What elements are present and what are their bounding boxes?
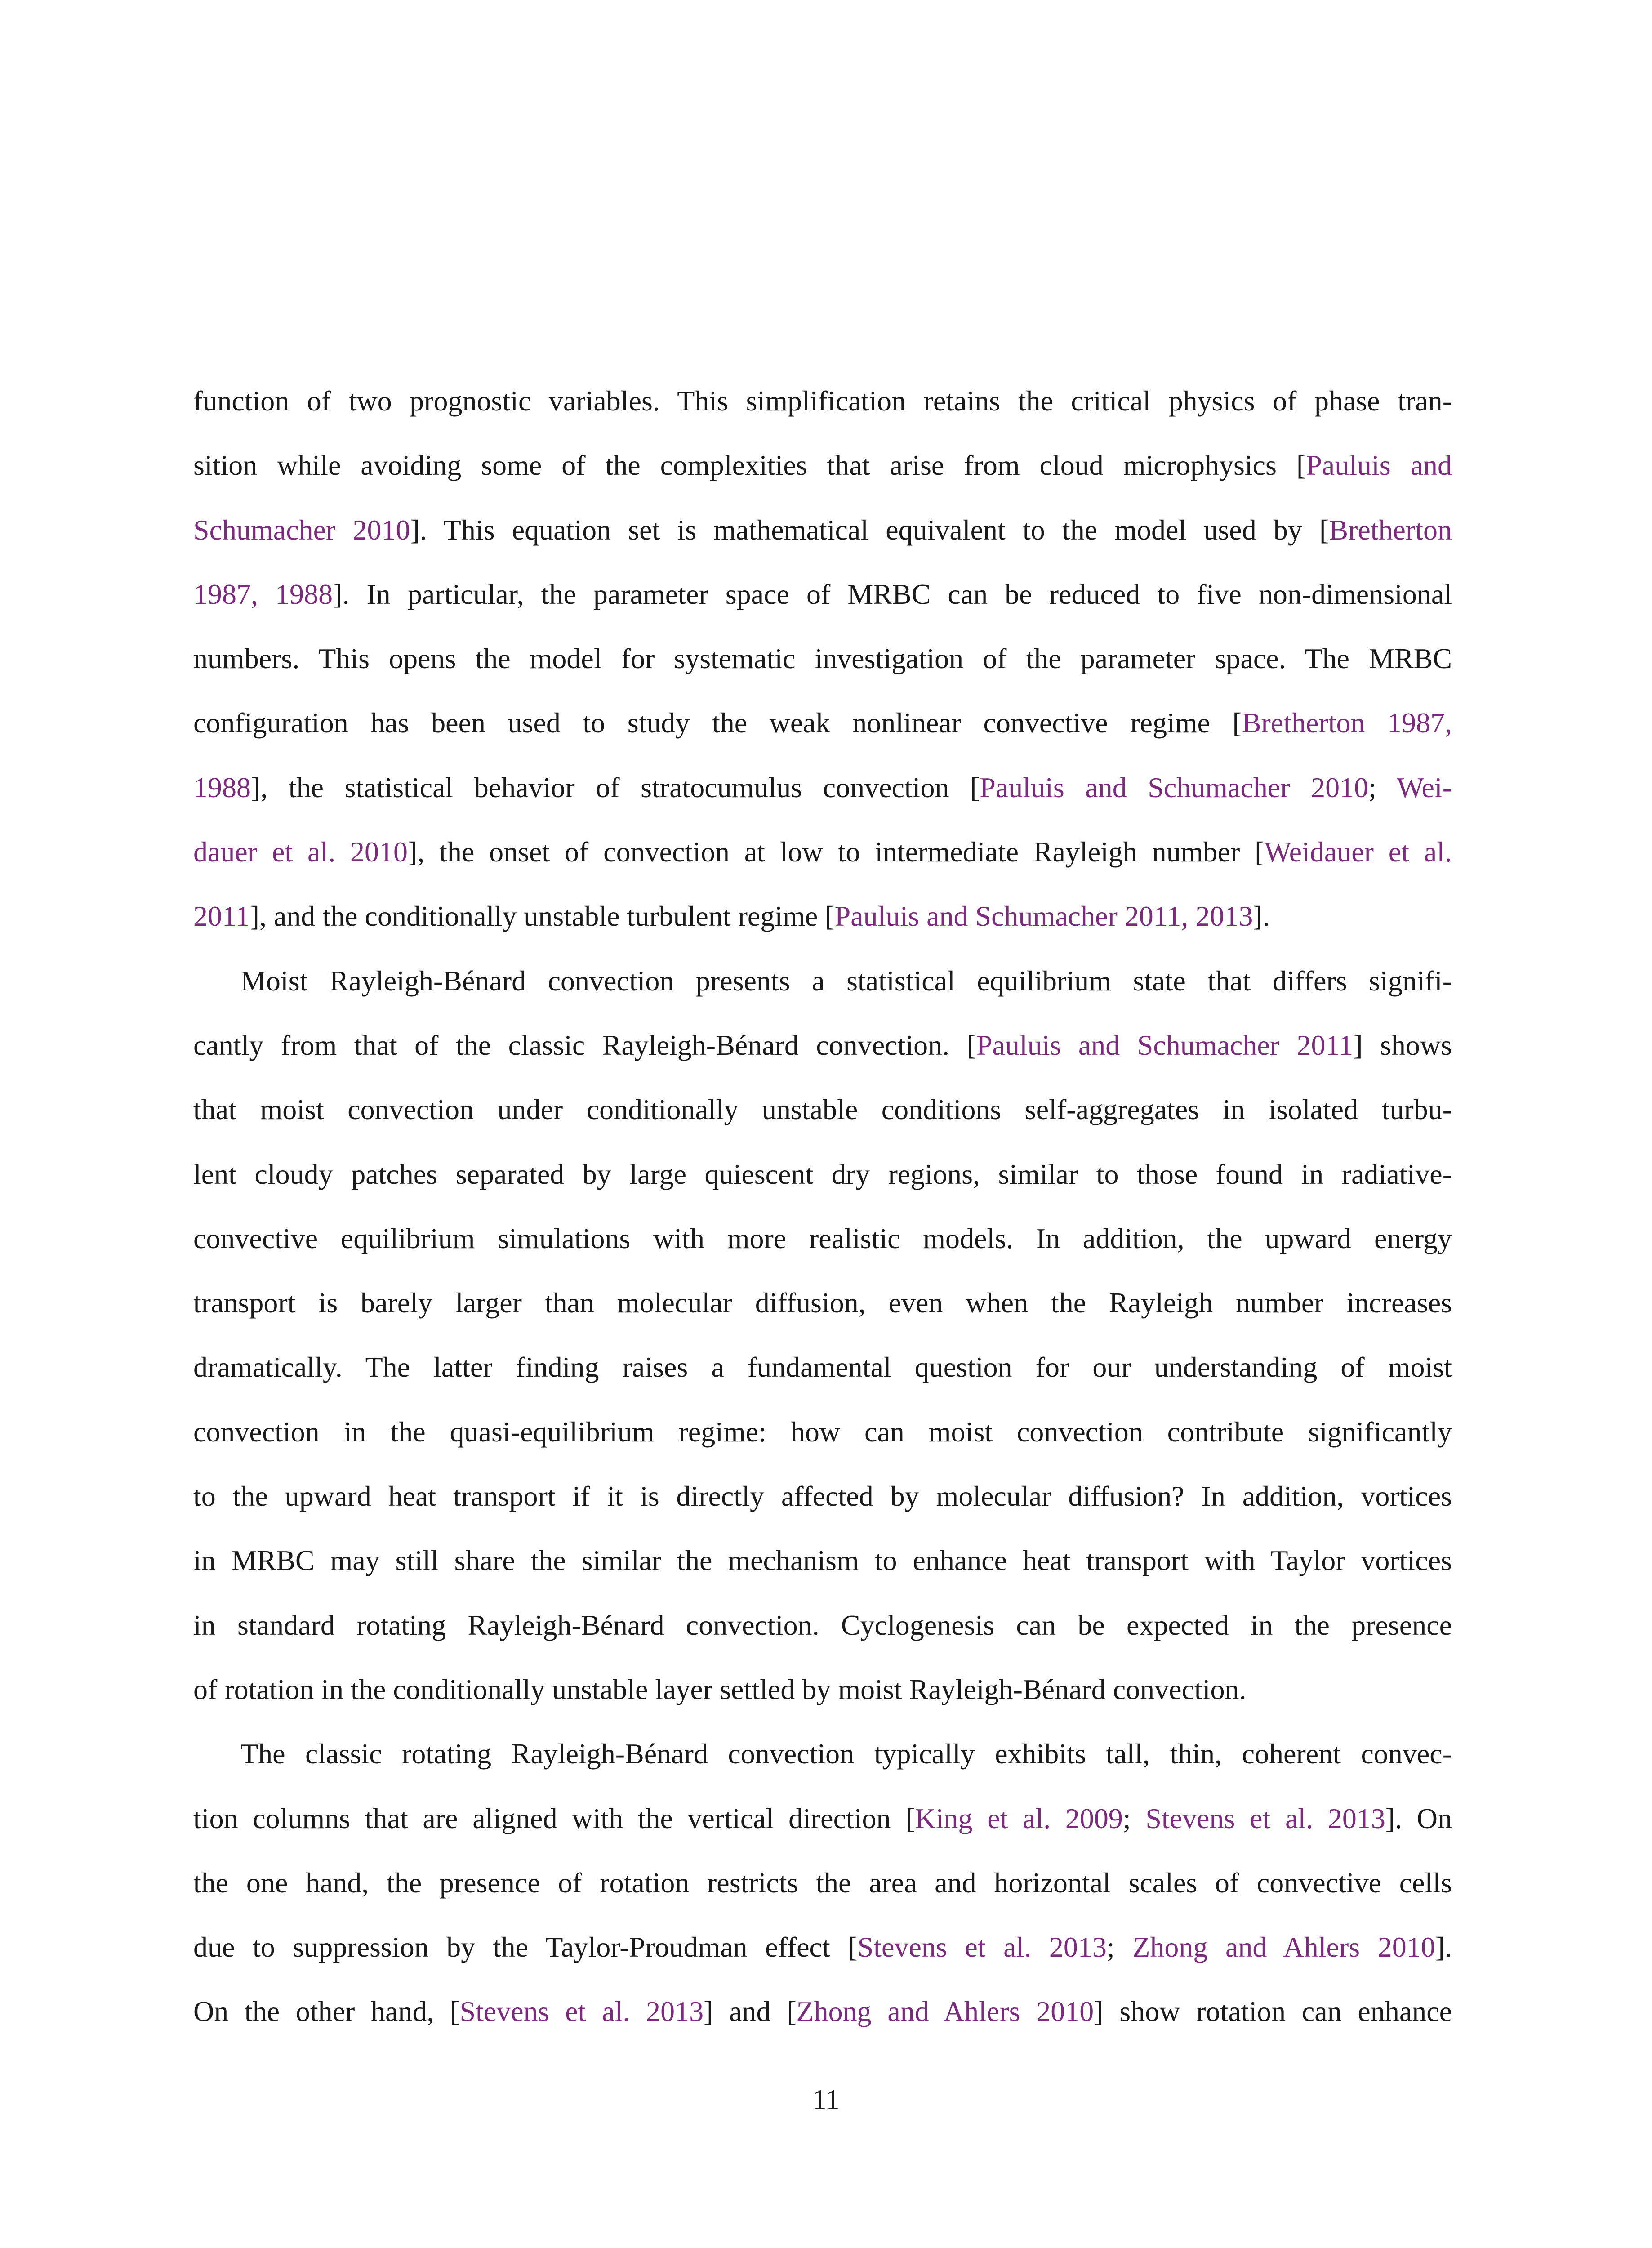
text-line: convection in the quasi-equilibrium regime: how can moist convection contribute significantly [193,1415,1452,1448]
citation-link[interactable]: 2011 [193,900,250,932]
text-line: in standard rotating Rayleigh-Bénard convection. Cyclogenesis can be expected in the presence [193,1609,1452,1641]
text-line: to the upward heat transport if it is directly affected by molecular diffusion? In addition, vortices [193,1480,1452,1512]
text-line: lent cloudy patches separated by large quiescent dry regions, similar to those found in radiative- [193,1158,1452,1190]
text-line: Schumacher 2010]. This equation set is mathematical equivalent to the model used by [Bretherton [193,513,1452,546]
text-line: On the other hand, [Stevens et al. 2013] and [Zhong and Ahlers 2010] show rotation can enhance [193,1995,1452,2028]
citation-link[interactable]: Zhong and Ahlers 2010 [1132,1931,1435,1963]
text-line: 1987, 1988]. In particular, the parameter space of MRBC can be reduced to five non-dimensional [193,578,1452,610]
citation-link[interactable]: Pauluis and Schumacher 2011, 2013 [834,900,1253,932]
citation-link[interactable]: Wei- [1397,771,1452,803]
text-line: that moist convection under conditionally unstable conditions self-aggregates in isolated turbu- [193,1093,1452,1126]
citation-link[interactable]: King et al. 2009 [915,1802,1123,1834]
text-line: The classic rotating Rayleigh-Bénard convection typically exhibits tall, thin, coherent convec- [240,1738,1452,1770]
body-text [193,369,1452,2044]
citation-link[interactable]: Pauluis and Schumacher 2010 [980,771,1369,803]
text-line: cantly from that of the classic Rayleigh-Bénard convection. [Pauluis and Schumacher 2011] shows [193,1029,1452,1061]
text-line: sition while avoiding some of the complexities that arise from cloud microphysics [Pauluis and [193,449,1452,482]
text-line: configuration has been used to study the weak nonlinear convective regime [Bretherton 1987, [193,707,1452,739]
text-line: transport is barely larger than molecular diffusion, even when the Rayleigh number increases [193,1287,1452,1319]
citation-link[interactable]: dauer et al. 2010 [193,836,408,868]
citation-link[interactable]: Weidauer et al. [1264,836,1452,868]
text-line: dauer et al. 2010], the onset of convection at low to intermediate Rayleigh number [Weidauer et al. [193,836,1452,868]
citation-link[interactable]: Pauluis and Schumacher 2011 [976,1029,1354,1061]
citation-link[interactable]: 1988 [193,771,251,803]
text-line: due to suppression by the Taylor-Proudman effect [Stevens et al. 2013; Zhong and Ahlers 2010]. [193,1931,1452,1963]
citation-link[interactable]: Schumacher 2010 [193,513,410,546]
text-line: tion columns that are aligned with the vertical direction [King et al. 2009; Stevens et al. 2013]. On [193,1802,1452,1834]
text-line: numbers. This opens the model for systematic investigation of the parameter space. The MRBC [193,642,1452,675]
citation-link[interactable]: Pauluis and [1306,449,1452,482]
citation-link[interactable]: 1987, 1988 [193,578,333,610]
text-line: 2011], and the conditionally unstable turbulent regime [Pauluis and Schumacher 2011, 2013]. [193,900,1270,932]
citation-link[interactable]: Bretherton 1987, [1242,707,1452,739]
page-number: 11 [812,2083,840,2115]
text-line: of rotation in the conditionally unstable layer settled by moist Rayleigh-Bénard convection. [193,1673,1247,1705]
citation-link[interactable]: Stevens et al. 2013 [1145,1802,1385,1834]
text-line: function of two prognostic variables. This simplification retains the critical physics of phase tran- [193,385,1452,417]
citation-link[interactable]: Zhong and Ahlers 2010 [796,1995,1094,2028]
text-line: Moist Rayleigh-Bénard convection presents a statistical equilibrium state that differs signifi- [240,964,1452,997]
citation-link[interactable]: Stevens et al. 2013 [459,1995,704,2028]
text-line: convective equilibrium simulations with more realistic models. In addition, the upward energy [193,1222,1452,1254]
text-line: in MRBC may still share the similar the mechanism to enhance heat transport with Taylor vortices [193,1544,1452,1577]
citation-link[interactable]: Stevens et al. 2013 [857,1931,1107,1963]
text-line: the one hand, the presence of rotation restricts the area and horizontal scales of convective cells [193,1866,1452,1899]
text-line: 1988], the statistical behavior of stratocumulus convection [Pauluis and Schumacher 2010; Wei- [193,771,1452,803]
text-line: dramatically. The latter finding raises a fundamental question for our understanding of moist [193,1351,1452,1383]
citation-link[interactable]: Bretherton [1329,513,1452,546]
